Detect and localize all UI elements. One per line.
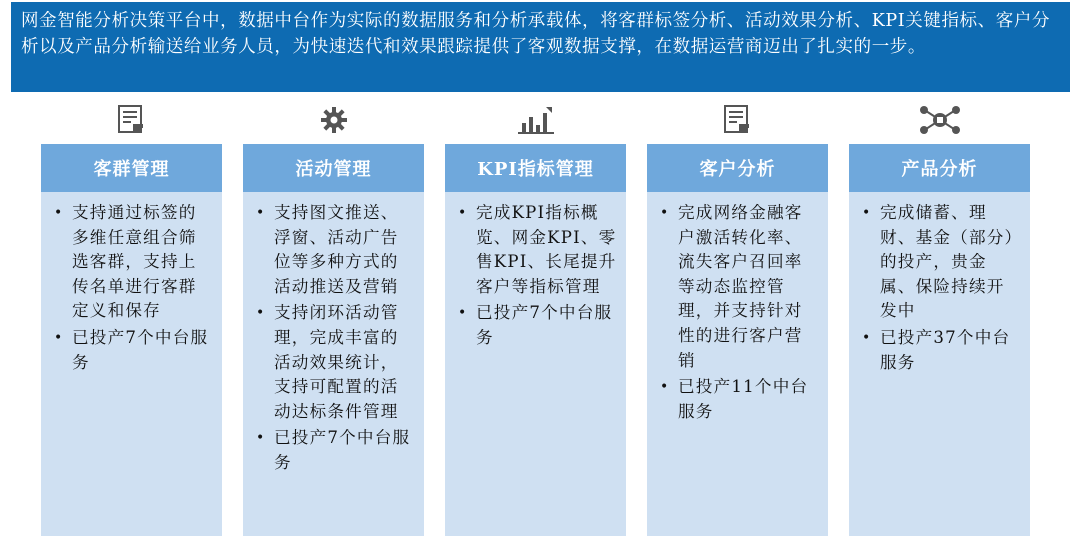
bullet-item: • 已投产7个中台服务	[50, 326, 214, 375]
bullet-item: • 已投产7个中台服务	[252, 426, 416, 475]
column-title: KPI指标管理	[445, 144, 626, 192]
column-title: 活动管理	[243, 144, 424, 192]
column-body	[647, 192, 828, 536]
document-hand-icon	[647, 100, 828, 140]
document-hand-icon	[41, 100, 222, 140]
bullet-item: • 已投产7个中台服务	[454, 301, 618, 350]
column-title: 客户分析	[647, 144, 828, 192]
column-customer-group	[41, 100, 222, 536]
column-body	[41, 192, 222, 536]
bullet-list	[656, 201, 820, 424]
bullet-item: • 完成KPI指标概览、网金KPI、零售KPI、长尾提升客户等指标管理	[454, 201, 618, 299]
bullet-item: • 支持闭环活动管理，完成丰富的活动效果统计，支持可配置的活动达标条件管理	[252, 301, 416, 424]
column-body	[243, 192, 424, 536]
intro-banner-text: 网金智能分析决策平台中，数据中台作为实际的数据服务和分析承载体，将客群标签分析、活动效果分析、KPI关键指标、客户分析以及产品分析输送给业务人员，为快速迭代和效果跟踪提供了客观数据支撑，在数据运营商迈出了扎实的一步。	[21, 11, 1051, 57]
bullet-item: • 支持图文推送、浮窗、活动广告位等多种方式的活动推送及营销	[252, 201, 416, 299]
column-kpi	[445, 100, 626, 536]
column-customer-analysis	[647, 100, 828, 536]
bullet-item: • 完成储蓄、理财、基金（部分）的投产，贵金属、保险持续开发中	[858, 201, 1022, 324]
bar-chart-icon	[445, 100, 626, 140]
bullet-list	[454, 201, 618, 351]
bullet-item: • 已投产37个中台服务	[858, 326, 1022, 375]
column-body	[849, 192, 1030, 536]
gear-icon	[243, 100, 424, 140]
bullet-item: • 已投产11个中台服务	[656, 375, 820, 424]
bullet-list	[50, 201, 214, 375]
column-title: 客群管理	[41, 144, 222, 192]
column-activity	[243, 100, 424, 536]
column-body	[445, 192, 626, 536]
column-title: 产品分析	[849, 144, 1030, 192]
network-icon	[849, 100, 1030, 140]
bullet-list	[858, 201, 1022, 375]
bullet-item: • 支持通过标签的多维任意组合筛选客群，支持上传名单进行客群定义和保存	[50, 201, 214, 324]
bullet-list	[252, 201, 416, 476]
column-product-analysis	[849, 100, 1030, 536]
bullet-item: • 完成网络金融客户激活转化率、流失客户召回率等动态监控管理，并支持针对性的进行客户营销	[656, 201, 820, 373]
